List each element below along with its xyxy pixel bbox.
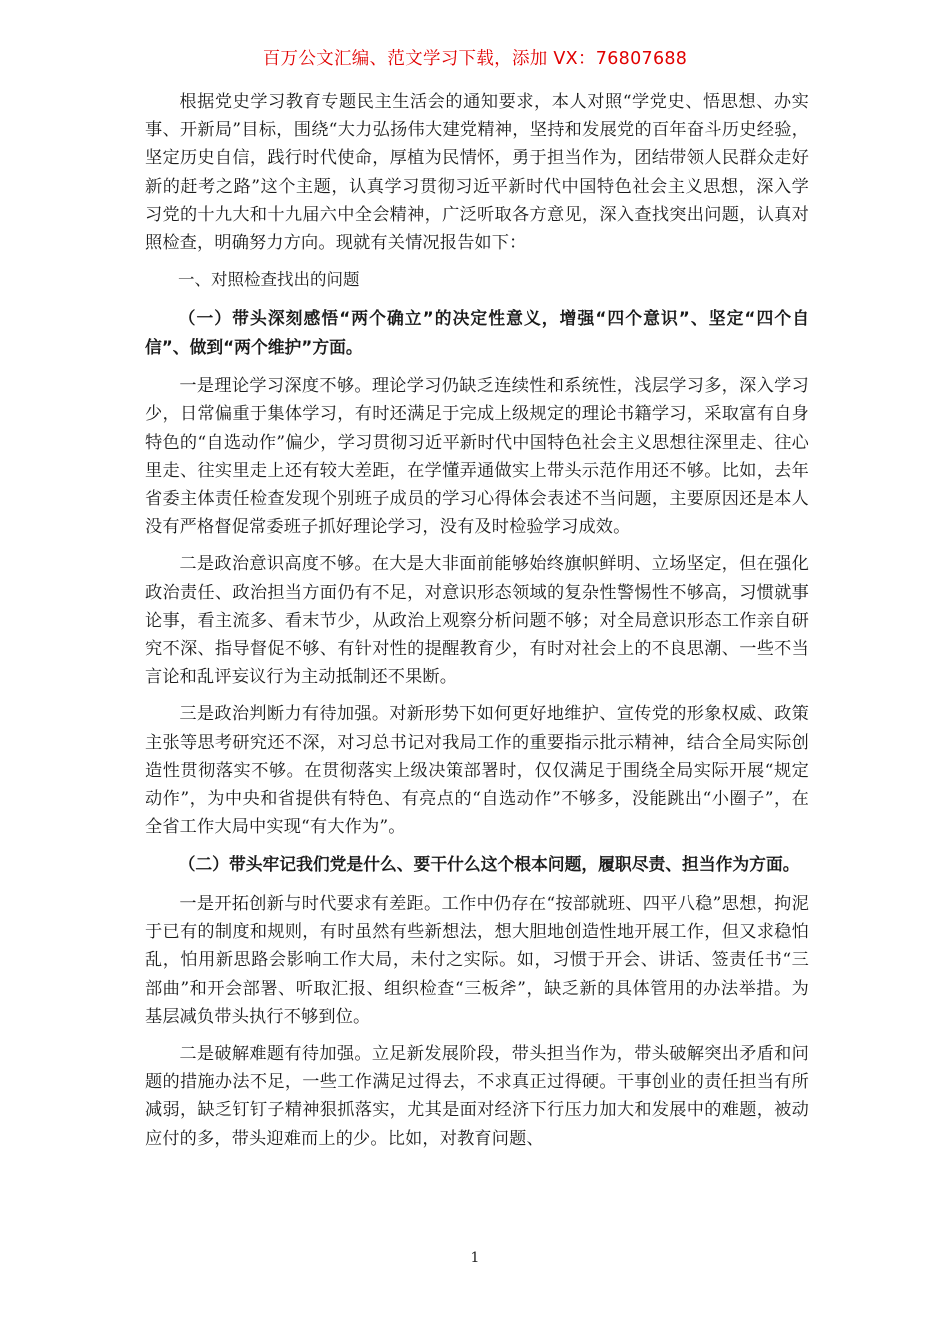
paragraph: 一是理论学习深度不够。理论学习仍缺乏连续性和系统性，浅层学习多，深入学习少，日常偏重于集体学习，有时还满足于完成上级规定的理论书籍学习，采取富有自身特色的“自选动作”偏少，学习贯彻习近平新时代中国特色社会主义思想往深里走、往心里走、往实里走上还有较大差距，在学懂弄通做实上带头示范作用还不够。比如，去年省委主体责任检查发现个别班子成员的学习心得体会表述不当问题，主要原因还是本人没有严格督促常委班子抓好理论学习，没有及时检验学习成效。	[145, 376, 809, 538]
paragraph: 一是开拓创新与时代要求有差距。工作中仍存在“按部就班、四平八稳”思想，拘泥于已有的制度和规则，有时虽然有些新想法，想大胆地创造性地开展工作，但又求稳怕乱，怕用新思路会影响工作大局，未付之实际。如，习惯于开会、讲话、签责任书“三部曲”和开会部署、听取汇报、组织检查“三板斧”，缺乏新的具体管用的办法举措。为基层减负带头执行不够到位。	[145, 893, 809, 1027]
page-number: 1	[470, 1250, 480, 1266]
subsection-heading-2: （二）带头牢记我们党是什么、要干什么这个根本问题，履职尽责、担当作为方面。	[178, 854, 800, 875]
watermark-banner: 百万公文汇编、范文学习下载，添加 VX：76807688	[262, 49, 688, 69]
paragraph: 三是政治判断力有待加强。对新形势下如何更好地维护、宣传党的形象权威、政策主张等思考研究还不深，对习总书记对我局工作的重要指示批示精神，结合全局实际创造性贯彻落实不够。在贯彻落实上级决策部署时，仅仅满足于围绕全局实际开展“规定动作”，为中央和省提供有特色、有亮点的“自选动作”不够多，没能跳出“小圈子”，在全省工作大局中实现“有大作为”。	[145, 704, 809, 838]
intro-paragraph: 根据党史学习教育专题民主生活会的通知要求，本人对照“学党史、悟思想、办实事、开新局”目标，围绕“大力弘扬伟大建党精神，坚持和发展党的百年奋斗历史经验，坚定历史自信，践行时代使命，厚植为民情怀，勇于担当作为，团结带领人民群众走好新的赶考之路”这个主题，认真学习贯彻习近平新时代中国特色社会主义思想，深入学习党的十九大和十九届六中全会精神，广泛听取各方意见，深入查找突出问题，认真对照检查，明确努力方向。现就有关情况报告如下：	[145, 92, 809, 254]
paragraph: 二是破解难题有待加强。立足新发展阶段，带头担当作为，带头破解突出矛盾和问题的措施办法不足，一些工作满足过得去，不求真正过得硬。干事创业的责任担当有所减弱，缺乏钉钉子精神狠抓落实，尤其是面对经济下行压力加大和发展中的难题，被动应付的多，带头迎难而上的少。比如，对教育问题、	[145, 1043, 809, 1149]
subsection-heading-1: （一）带头深刻感悟“两个确立”的决定性意义，增强“四个意识”、坚定“四个自信”、做到“两个维护”方面。	[145, 308, 809, 357]
document-body	[145, 88, 809, 1162]
paragraph: 二是政治意识高度不够。在大是大非面前能够始终旗帜鲜明、立场坚定，但在强化政治责任、政治担当方面仍有不足，对意识形态领域的复杂性警惕性不够高，习惯就事论事，看主流多、看末节少，从政治上观察分析问题不够；对全局意识形态工作亲自研究不深、指导督促不够、有针对性的提醒教育少，有时对社会上的不良思潮、一些不当言论和乱评妄议行为主动抵制还不果断。	[145, 554, 809, 688]
section-heading: 一、对照检查找出的问题	[178, 270, 360, 290]
